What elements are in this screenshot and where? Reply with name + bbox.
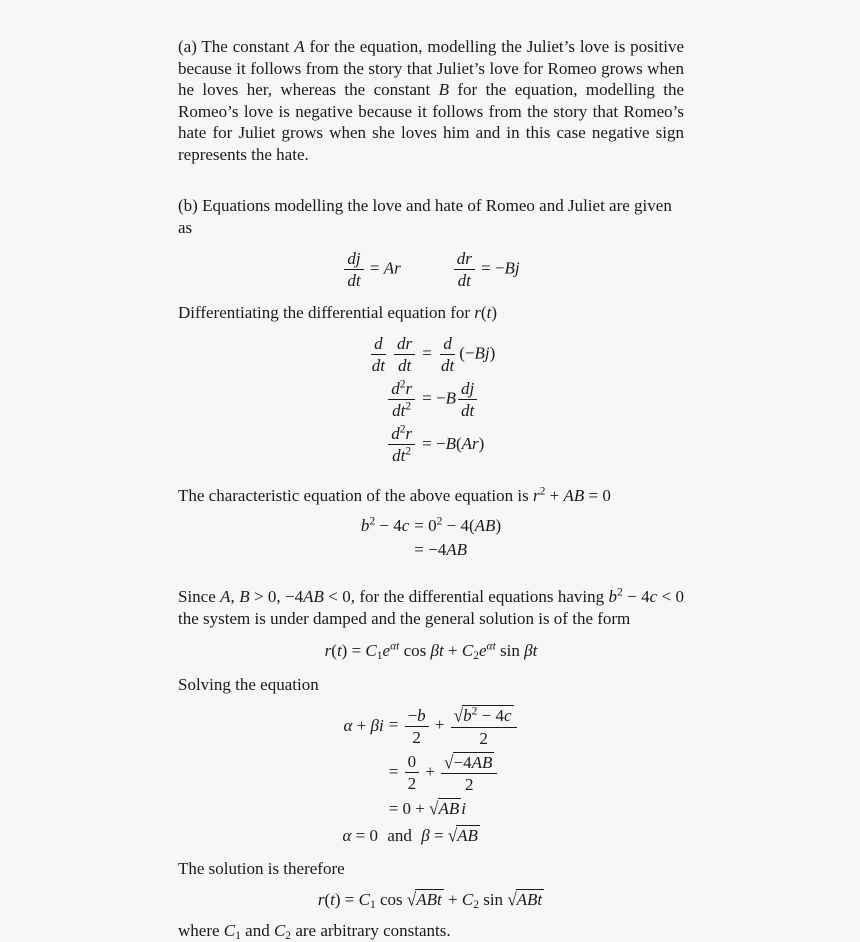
equation-rhs: = $\frac{-b}{2}$ + $\frac{√b^2 - 4c}{2}$ — [385, 703, 520, 750]
discriminant-block — [360, 514, 502, 562]
equation-lhs — [342, 796, 384, 821]
solution-intro-line: The solution is therefore — [178, 859, 345, 879]
equation-rhs: = −B(Ar) — [422, 434, 485, 454]
derivation-block — [366, 332, 497, 467]
equation-lhs — [342, 750, 384, 797]
equation-rhs: = $\frac{d}{dt}$ (−Bj) — [422, 333, 496, 375]
paragraph-b: (b) Equations modelling the love and hate of Romeo and Juliet are given as — [178, 196, 672, 237]
derivation-row — [366, 422, 497, 467]
derivation-row — [366, 332, 497, 377]
equation-lhs — [360, 538, 410, 562]
paragraph-a: (a) The constant A for the equation, modelling the Juliet’s love is positive because it follows from the story that Juliet’s love for Romeo grows when he loves her, whereas the constant B for the equation, modelling the Romeo’s love is negative because it follows from the story that Romeo’s hate for Juliet grows when she loves him and in this case negative sign represents the hate. — [178, 37, 684, 164]
alpha-beta-block — [342, 703, 519, 846]
characteristic-line: The characteristic equation of the above equation is $r^2$ + AB = 0 — [178, 484, 611, 505]
equation-rhs: = −4AB — [414, 540, 468, 560]
where-line: where $C_1$ and $C_2$ are arbitrary constants. — [178, 920, 451, 942]
equation-lhs: $\frac{d^2r}{dt^2}$ — [366, 377, 418, 422]
sqrt-radical: $√b^2 - 4c$ — [453, 704, 512, 726]
derivation-row — [366, 377, 497, 422]
general-solution-equation: $r(t) = C_1e^{\alpha t}$ $\cos \beta t + C_2e^{\alpha t}$ sin βt — [324, 639, 538, 663]
sqrt-radical: √ABt — [507, 888, 543, 910]
sqrt-radical: √AB — [447, 825, 478, 846]
since-paragraph: Since A, B > 0, −4AB < 0, for the differential equations having $b^2 - 4c < 0$ the system is under damped and the general solution is of the form — [178, 585, 684, 628]
discriminant-row — [360, 538, 502, 562]
equation-rhs: = $0^2 - 4(AB)$ — [414, 514, 502, 536]
equation-lhs: $\frac{d^2r}{dt^2}$ — [366, 422, 418, 467]
equation-lhs: α + βi — [343, 716, 384, 736]
alpha-beta-final-line: α = 0 and β = √AB — [342, 825, 478, 846]
equation-lhs: $b^2 - 4c$ — [360, 514, 410, 536]
equation-rhs: = $\frac{0}{2}$ + $\frac{√-4AB}{2}$ — [385, 750, 520, 797]
alpha-beta-row — [342, 750, 519, 797]
sqrt-radical: √AB — [429, 798, 460, 819]
equation-lhs: $\frac{d}{dt}$ $\frac{dr}{dt}$ — [366, 332, 418, 377]
sqrt-radical: √ABt — [406, 888, 442, 910]
equation-rhs: = 0 + √AB i — [388, 798, 467, 819]
differentiating-line: Differentiating the differential equation for r(t) — [178, 303, 497, 323]
sqrt-radical: √−4AB — [444, 751, 493, 773]
discriminant-row — [360, 514, 502, 538]
alpha-beta-row — [342, 703, 519, 750]
solving-line: Solving the equation — [178, 674, 319, 694]
final-solution-equation: $r(t) = C_1$ $\cos √ABt + C_2$ sin √ABt — [317, 888, 543, 911]
alpha-beta-row — [342, 796, 519, 821]
system-equations: $\frac{dj}{dt}$ = Ar $\frac{dr}{dt}$ = −Bj — [178, 249, 684, 290]
equation-rhs: = −B $\frac{dj}{dt}$ — [418, 377, 496, 422]
